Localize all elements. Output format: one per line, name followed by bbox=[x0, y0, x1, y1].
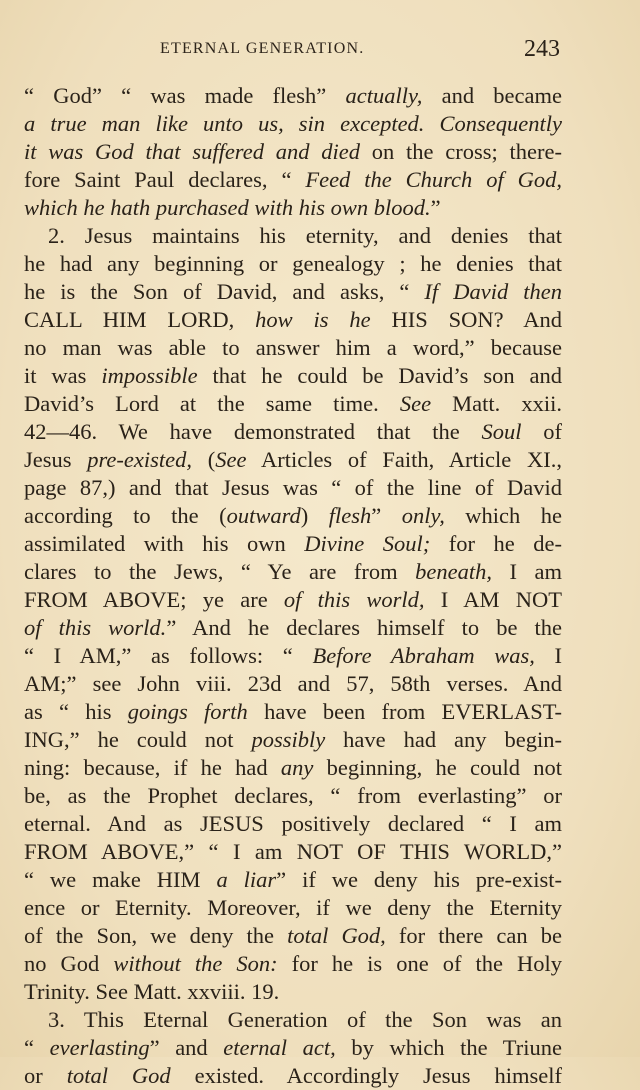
text-line bbox=[24, 1006, 562, 1034]
text-line bbox=[24, 278, 562, 306]
text-line bbox=[24, 698, 562, 726]
text-segment: have been from EVERLAST- bbox=[247, 699, 562, 724]
text-segment: ning: because, if he had bbox=[24, 755, 281, 780]
text-segment: ” And he declares himself to be the bbox=[166, 615, 562, 640]
text-line bbox=[24, 642, 562, 670]
text-segment: for he is one of the Holy bbox=[277, 951, 562, 976]
italic-text: Feed the Church of God, bbox=[305, 167, 562, 192]
text-segment: he had any beginning or genealogy ; he denies that bbox=[24, 251, 562, 276]
text-line bbox=[24, 306, 562, 334]
text-line bbox=[24, 390, 562, 418]
text-segment: AM;” see John viii. 23d and 57, 58th verses. And bbox=[24, 671, 562, 696]
text-line bbox=[24, 362, 562, 390]
text-segment: “ we make HIM bbox=[24, 867, 217, 892]
text-segment: of the Son, we deny the bbox=[24, 923, 288, 948]
text-line bbox=[24, 194, 562, 222]
italic-text: Divine Soul; bbox=[304, 531, 431, 556]
text-line bbox=[24, 558, 562, 586]
text-line bbox=[24, 334, 562, 362]
italic-text: possibly bbox=[251, 727, 326, 752]
text-segment: Matt. xxii. bbox=[431, 391, 562, 416]
text-segment: or bbox=[24, 1063, 67, 1088]
italic-text: how is he bbox=[255, 307, 371, 332]
text-segment: CALL HIM LORD, bbox=[24, 307, 256, 332]
text-segment: beginning, he could not bbox=[313, 755, 562, 780]
italic-text: Soul bbox=[481, 419, 522, 444]
italic-text: flesh bbox=[328, 503, 372, 528]
text-line bbox=[24, 250, 562, 278]
text-segment: 2. Jesus maintains his eternity, and denies that bbox=[48, 223, 562, 248]
italic-text: only, bbox=[401, 503, 445, 528]
text-line bbox=[24, 838, 562, 866]
text-segment: ” if we deny his pre-exist- bbox=[276, 867, 562, 892]
text-line bbox=[24, 754, 562, 782]
text-line bbox=[24, 166, 562, 194]
text-line bbox=[24, 922, 562, 950]
text-segment: it was bbox=[24, 363, 102, 388]
text-segment: existed. Accordingly Jesus himself bbox=[170, 1063, 562, 1088]
page-number: 243 bbox=[524, 36, 560, 62]
text-segment: by which the Triune bbox=[335, 1035, 562, 1060]
text-segment: ) bbox=[300, 503, 329, 528]
text-segment: ” bbox=[371, 503, 402, 528]
italic-text: impossible bbox=[101, 363, 198, 388]
italic-text: it was God that suffered and died bbox=[24, 139, 360, 164]
text-segment: Trinity. See Matt. xxviii. 19. bbox=[24, 979, 280, 1004]
text-line bbox=[24, 866, 562, 894]
italic-text: any bbox=[280, 755, 314, 780]
text-segment: of bbox=[521, 419, 562, 444]
text-line bbox=[24, 782, 562, 810]
italic-text: a true man like unto us, sin excepted. Consequently bbox=[24, 111, 562, 136]
text-segment: ( bbox=[192, 447, 216, 472]
italic-text: total God bbox=[66, 1063, 171, 1088]
italic-text: total God, bbox=[287, 923, 386, 948]
text-segment: no man was able to answer him a word,” because bbox=[24, 335, 562, 360]
italic-text: If David then bbox=[424, 279, 562, 304]
body-text bbox=[24, 82, 562, 1090]
text-segment: as “ his bbox=[24, 699, 128, 724]
text-segment: for there can be bbox=[385, 923, 562, 948]
text-line bbox=[24, 810, 562, 838]
text-segment: which he bbox=[444, 503, 562, 528]
text-segment: FROM ABOVE,” “ I am NOT OF THIS WORLD,” bbox=[24, 839, 562, 864]
text-segment: FROM ABOVE; ye are bbox=[24, 587, 284, 612]
italic-text: of this world, bbox=[283, 587, 425, 612]
italic-text: outward bbox=[226, 503, 301, 528]
italic-text: Before Abraham was, bbox=[312, 643, 535, 668]
text-segment: Articles of Faith, Article XI., bbox=[246, 447, 562, 472]
text-segment: fore Saint Paul declares, “ bbox=[24, 167, 306, 192]
text-segment: that he could be David’s son and bbox=[197, 363, 562, 388]
text-segment: 42—46. We have demonstrated that the bbox=[24, 419, 482, 444]
text-segment: “ bbox=[24, 1035, 50, 1060]
italic-text: See bbox=[215, 447, 247, 472]
text-line bbox=[24, 222, 562, 250]
text-segment: clares to the Jews, “ Ye are from bbox=[24, 559, 416, 584]
text-line bbox=[24, 1062, 562, 1090]
text-segment: be, as the Prophet declares, “ from everlasting” or bbox=[24, 783, 562, 808]
italic-text: eternal act, bbox=[223, 1035, 336, 1060]
text-segment: ” bbox=[430, 195, 441, 220]
text-line bbox=[24, 418, 562, 446]
text-segment: Jesus bbox=[24, 447, 88, 472]
text-segment: HIS SON? And bbox=[370, 307, 562, 332]
italic-text: which he hath purchased with his own blood. bbox=[24, 195, 431, 220]
text-segment: according to the ( bbox=[24, 503, 227, 528]
italic-text: beneath, bbox=[415, 559, 493, 584]
text-segment: have had any begin- bbox=[325, 727, 562, 752]
text-line bbox=[24, 530, 562, 558]
text-line bbox=[24, 474, 562, 502]
text-segment: 3. This Eternal Generation of the Son was an bbox=[48, 1007, 562, 1032]
text-line bbox=[24, 614, 562, 642]
text-segment: and became bbox=[422, 83, 562, 108]
italic-text: without the Son: bbox=[113, 951, 278, 976]
text-line bbox=[24, 978, 562, 1006]
text-line bbox=[24, 1034, 562, 1062]
running-head bbox=[24, 36, 616, 72]
text-segment: page 87,) and that Jesus was “ of the line of David bbox=[24, 475, 562, 500]
text-line bbox=[24, 82, 562, 110]
text-line bbox=[24, 950, 562, 978]
italic-text: everlasting bbox=[49, 1035, 150, 1060]
text-line bbox=[24, 138, 562, 166]
text-segment: ence or Eternity. Moreover, if we deny the Eternity bbox=[24, 895, 562, 920]
italic-text: See bbox=[399, 391, 432, 416]
text-segment: for he de- bbox=[430, 531, 562, 556]
text-line bbox=[24, 726, 562, 754]
text-line bbox=[24, 670, 562, 698]
text-segment: ING,” he could not bbox=[24, 727, 252, 752]
italic-text: goings forth bbox=[127, 699, 248, 724]
text-segment: assimilated with his own bbox=[24, 531, 305, 556]
italic-text: a liar bbox=[216, 867, 277, 892]
text-line bbox=[24, 446, 562, 474]
italic-text: pre-existed, bbox=[87, 447, 192, 472]
text-segment: I am bbox=[492, 559, 562, 584]
italic-text: actually, bbox=[345, 83, 423, 108]
text-line bbox=[24, 586, 562, 614]
text-segment: I bbox=[534, 643, 562, 668]
text-segment: no God bbox=[24, 951, 114, 976]
text-segment: “ God” “ was made flesh” bbox=[24, 83, 346, 108]
text-segment: eternal. And as JESUS positively declared “ I am bbox=[24, 811, 562, 836]
text-line bbox=[24, 502, 562, 530]
text-line bbox=[24, 110, 562, 138]
running-head-title: ETERNAL GENERATION. bbox=[160, 40, 365, 57]
italic-text: of this world. bbox=[24, 615, 167, 640]
text-segment: on the cross; there- bbox=[359, 139, 562, 164]
text-segment: he is the Son of David, and asks, “ bbox=[24, 279, 425, 304]
text-segment: ” and bbox=[149, 1035, 224, 1060]
text-segment: David’s Lord at the same time. bbox=[24, 391, 400, 416]
text-segment: “ I AM,” as follows: “ bbox=[24, 643, 313, 668]
text-segment: I AM NOT bbox=[424, 587, 562, 612]
text-line bbox=[24, 894, 562, 922]
